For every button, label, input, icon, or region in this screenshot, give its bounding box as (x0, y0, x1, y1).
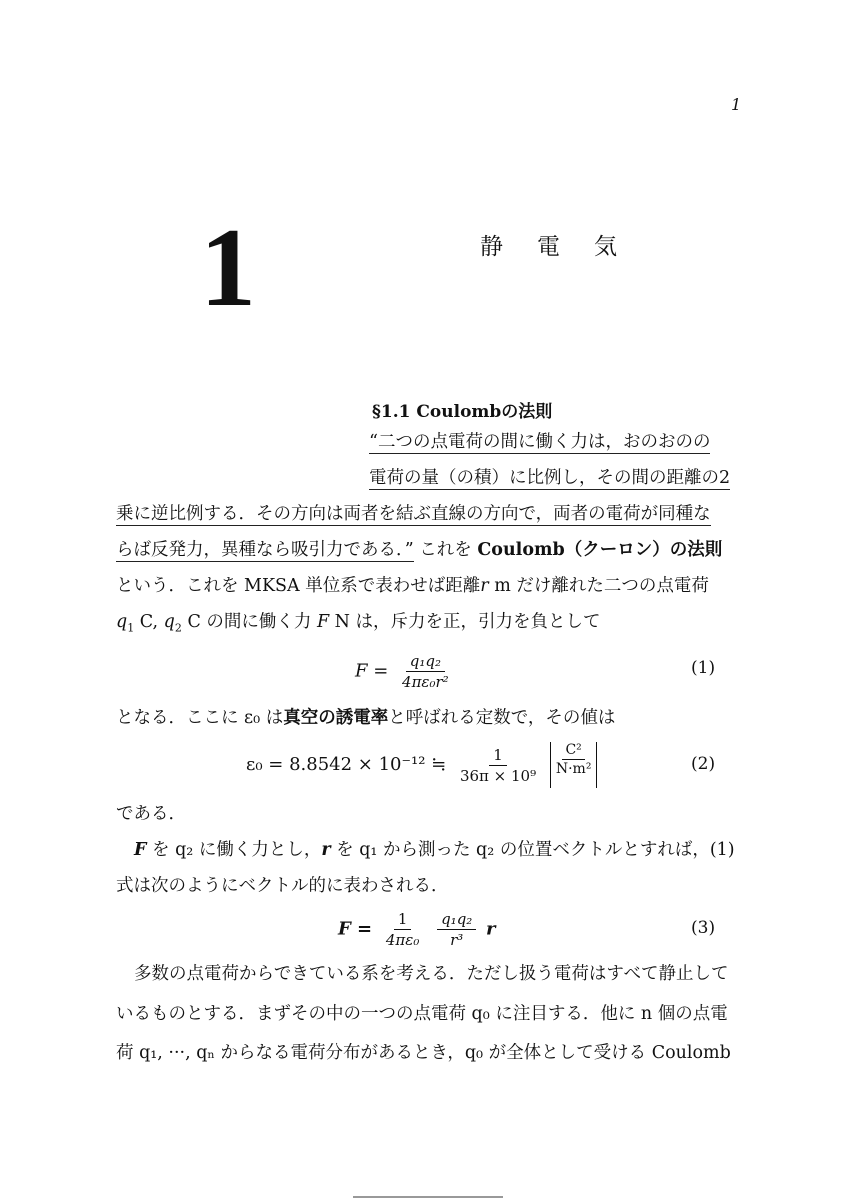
fraction: $\frac{\text{q₁q₂}}{\text{4πε₀r²}}$ (402, 652, 449, 691)
equation-3: F = $\frac{1}{\text{4πε₀}}$ $\frac{\text{q₁q₂}}{\text{r³}}$ r (338, 910, 496, 949)
body-line: いるものとする．まずその中の一つの点電荷 q₀ に注目する．他に n 個の点電 (116, 1004, 728, 1024)
fraction: $\frac{\text{q₁q₂}}{\text{r³}}$ (437, 910, 476, 949)
body-line: 式は次のようにベクトル的に表わされる． (116, 876, 449, 896)
equation-number: (2) (691, 754, 716, 774)
body-line: 電荷の量（の積）に比例し，その間の距離の2 (369, 468, 731, 488)
body-line: “二つの点電荷の間に働く力は，おのおのの (369, 432, 711, 452)
page-number: 1 (731, 95, 742, 114)
body-line: となる．ここに ε₀ は真空の誘電率と呼ばれる定数で，その値は (116, 708, 616, 728)
body-line: 荷 q₁, ···, qₙ からなる電荷分布があるとき，q₀ が全体として受ける Coulomb (116, 1043, 731, 1063)
fraction: $\frac{1}{\text{36π × 10⁹}}$ (459, 745, 537, 785)
body-line: らば反発力，異種なら吸引力である．” これを Coulomb（クーロン）の法則 (116, 540, 723, 560)
equation-number: (3) (691, 918, 716, 938)
chapter-title: 静電気 (480, 234, 651, 260)
page-edge-rule (353, 1196, 503, 1198)
vacuum-permittivity-term: 真空の誘電率 (283, 708, 389, 728)
section-heading: §1.1 Coulombの法則 (372, 402, 553, 422)
body-line: $q_1$ C, $q_2$ C の間に働く力 F N は，斥力を正，引力を負として (116, 612, 601, 635)
body-line: である． (116, 804, 186, 824)
equation-1: F = $\frac{\text{q₁q₂}}{\text{4πε₀r²}}$ (355, 652, 457, 691)
coulomb-law-term: Coulomb（クーロン）の法則 (477, 540, 723, 560)
fraction: $\frac{1}{\text{4πε₀}}$ (385, 910, 420, 949)
body-line: という．これを MKSA 単位系で表わせば距離r m だけ離れた二つの点電荷 (116, 576, 709, 596)
body-line: 乗に逆比例する．その方向は両者を結ぶ直線の方向で，両者の電荷が同種な (116, 504, 711, 524)
unit-bracket: C² N·m² (550, 742, 598, 788)
chapter-number: 1 (200, 206, 252, 330)
equation-2: ε₀ = 8.8542 × 10⁻¹² ≒ $\frac{1}{\text{36π × 10⁹}}$ C² N·m² (246, 742, 597, 788)
body-line: F を q₂ に働く力とし，r を q₁ から測った q₂ の位置ベクトルとすれば，(1) (134, 840, 735, 860)
body-line: 多数の点電荷からできている系を考える．ただし扱う電荷はすべて静止して (134, 964, 729, 984)
equation-number: (1) (691, 658, 716, 678)
